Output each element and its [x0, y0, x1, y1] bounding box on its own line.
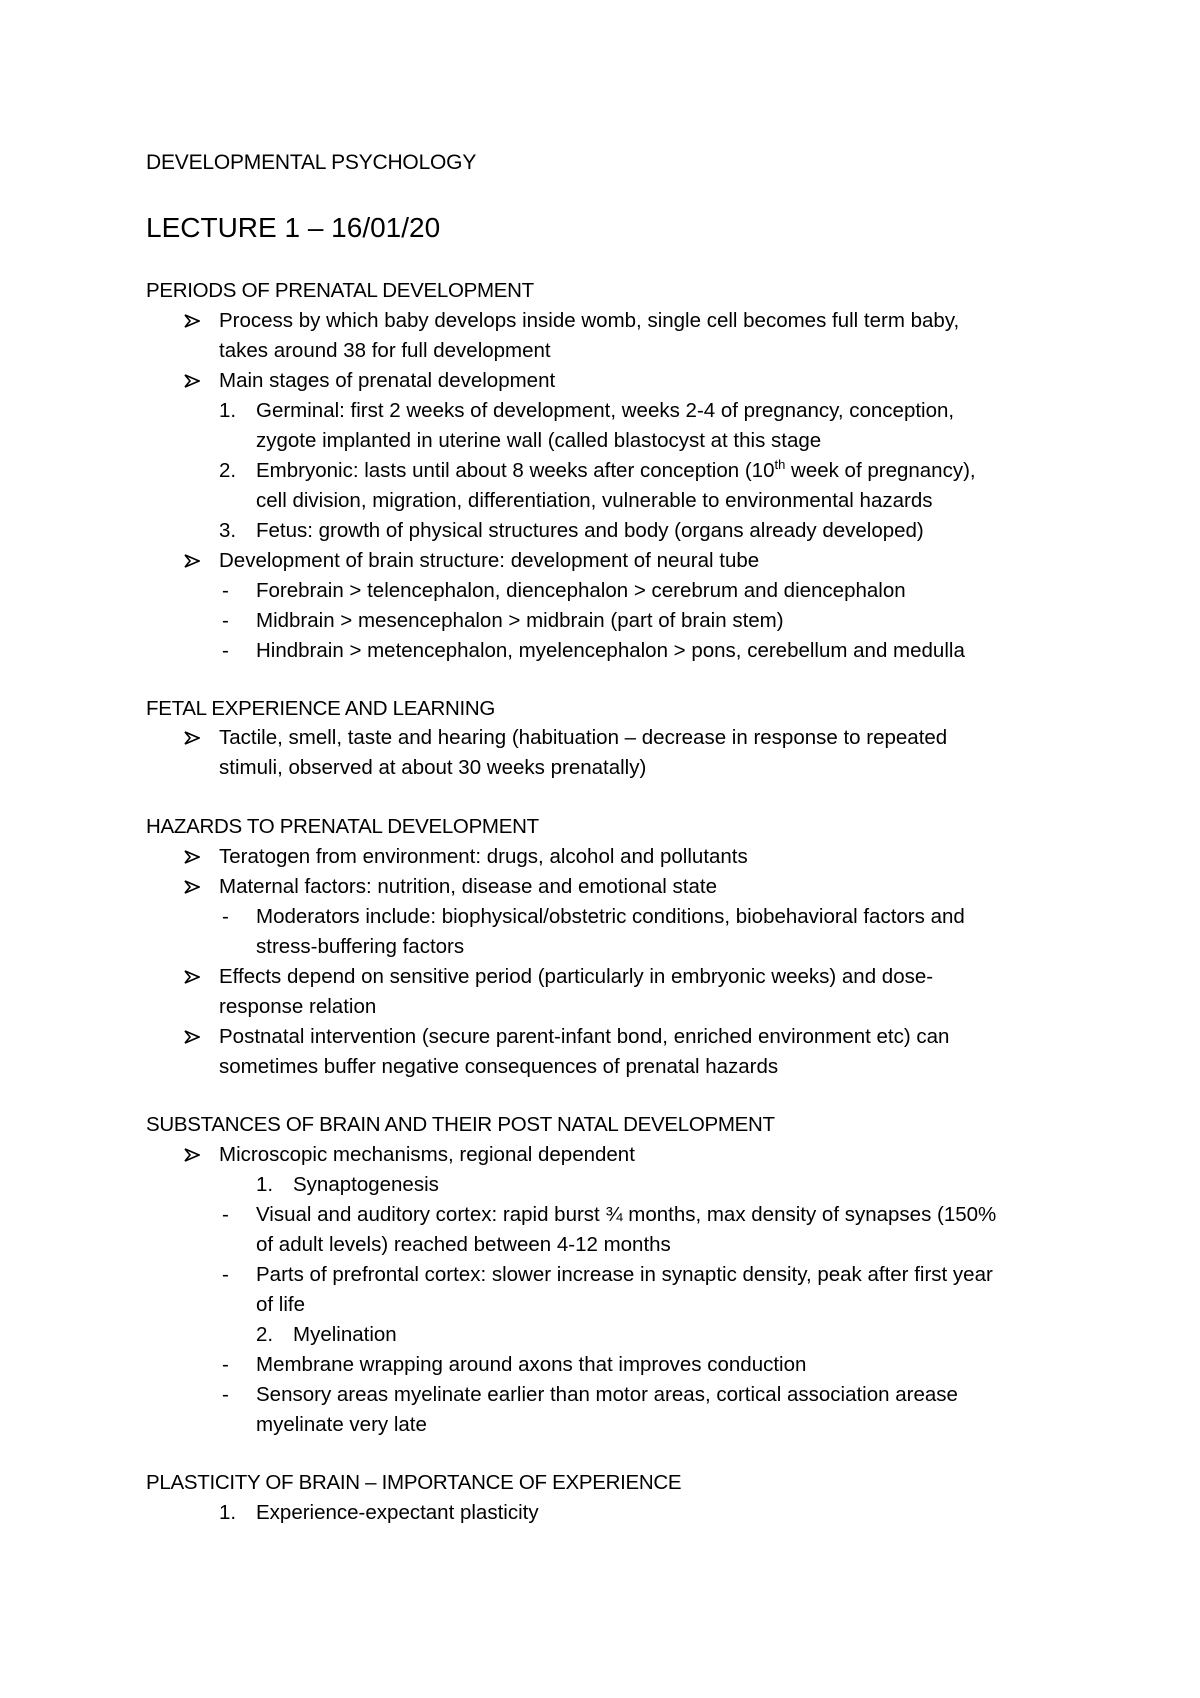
substances-sensory-line-2: myelinate very late — [256, 1413, 427, 1436]
hazards-bullet-3-line-1: Effects depend on sensitive period (particularly in embryonic weeks) and dose- — [219, 965, 934, 988]
substances-prefrontal-line-1: Parts of prefrontal cortex: slower increase in synaptic density, peak after first year — [256, 1263, 993, 1286]
hazards-bullet-4-line-2: sometimes buffer negative consequences of prenatal hazards — [219, 1055, 779, 1078]
list-number: 1. — [219, 1501, 237, 1524]
fetal-bullet-1-line-2: stimuli, observed at about 30 weeks prenatally) — [219, 756, 647, 779]
prenatal-bullet-1-line-2: takes around 38 for full development — [219, 339, 551, 362]
section-heading-hazards: HAZARDS TO PRENATAL DEVELOPMENT — [146, 815, 539, 838]
arrowhead-bullet-icon — [184, 962, 202, 992]
hazards-bullet-2: Maternal factors: nutrition, disease and emotional state — [219, 875, 717, 898]
dash-marker: - — [222, 639, 229, 662]
plasticity-experience-expectant: Experience-expectant plasticity — [256, 1501, 539, 1524]
arrowhead-bullet-icon — [184, 1022, 202, 1052]
arrowhead-bullet-icon — [184, 546, 202, 576]
fetal-bullet-1-line-1: Tactile, smell, taste and hearing (habituation – decrease in response to repeated — [219, 726, 948, 749]
brain-structure-midbrain: Midbrain > mesencephalon > midbrain (part of brain stem) — [256, 609, 784, 632]
list-number: 3. — [219, 519, 237, 542]
dash-marker: - — [222, 579, 229, 602]
text-run: week of pregnancy), — [785, 459, 976, 482]
prenatal-bullet-1-line-1: Process by which baby develops inside womb, single cell becomes full term baby, — [219, 309, 960, 332]
prenatal-stage-1-line-2: zygote implanted in uterine wall (called blastocyst at this stage — [256, 429, 822, 452]
dash-marker: - — [222, 1263, 229, 1286]
section-heading-fetal: FETAL EXPERIENCE AND LEARNING — [146, 697, 495, 720]
course-title: DEVELOPMENTAL PSYCHOLOGY — [146, 151, 477, 174]
arrowhead-bullet-icon — [184, 1140, 202, 1170]
hazards-moderators-line-1: Moderators include: biophysical/obstetric conditions, biobehavioral factors and — [256, 905, 965, 928]
list-number: 1. — [256, 1173, 274, 1196]
hazards-moderators-line-2: stress-buffering factors — [256, 935, 465, 958]
hazards-bullet-4-line-1: Postnatal intervention (secure parent-infant bond, enriched environment etc) can — [219, 1025, 950, 1048]
brain-structure-forebrain: Forebrain > telencephalon, diencephalon > cerebrum and diencephalon — [256, 579, 906, 602]
section-heading-substances: SUBSTANCES OF BRAIN AND THEIR POST NATAL DEVELOPMENT — [146, 1113, 775, 1136]
brain-structure-hindbrain: Hindbrain > metencephalon, myelencephalon > pons, cerebellum and medulla — [256, 639, 965, 662]
prenatal-stage-2-line-1 — [256, 456, 976, 486]
arrowhead-bullet-icon — [184, 842, 202, 872]
hazards-bullet-3-line-2: response relation — [219, 995, 377, 1018]
list-number: 2. — [219, 459, 237, 482]
substances-bullet-1: Microscopic mechanisms, regional dependent — [219, 1143, 635, 1166]
substances-membrane: Membrane wrapping around axons that improves conduction — [256, 1353, 807, 1376]
prenatal-stage-1-line-1: Germinal: first 2 weeks of development, weeks 2-4 of pregnancy, conception, — [256, 399, 955, 422]
substances-prefrontal-line-2: of life — [256, 1293, 305, 1316]
text-run: Embryonic: lasts until about 8 weeks after conception (10 — [256, 459, 775, 482]
prenatal-stage-3: Fetus: growth of physical structures and body (organs already developed) — [256, 519, 924, 542]
section-heading-prenatal: PERIODS OF PRENATAL DEVELOPMENT — [146, 279, 534, 302]
dash-marker: - — [222, 609, 229, 632]
substances-sensory-line-1: Sensory areas myelinate earlier than motor areas, cortical association arease — [256, 1383, 958, 1406]
list-number: 1. — [219, 399, 237, 422]
substances-synaptogenesis: Synaptogenesis — [293, 1173, 439, 1196]
arrowhead-bullet-icon — [184, 872, 202, 902]
substances-visual-line-2: of adult levels) reached between 4-12 months — [256, 1233, 671, 1256]
prenatal-stage-2-line-2: cell division, migration, differentiation, vulnerable to environmental hazards — [256, 489, 933, 512]
prenatal-bullet-3: Development of brain structure: development of neural tube — [219, 549, 760, 572]
dash-marker: - — [222, 1383, 229, 1406]
arrowhead-bullet-icon — [184, 366, 202, 396]
superscript: th — [774, 457, 786, 472]
substances-myelination: Myelination — [293, 1323, 397, 1346]
arrowhead-bullet-icon — [184, 306, 202, 336]
hazards-bullet-1: Teratogen from environment: drugs, alcohol and pollutants — [219, 845, 748, 868]
list-number: 2. — [256, 1323, 274, 1346]
arrowhead-bullet-icon — [184, 723, 202, 753]
dash-marker: - — [222, 905, 229, 928]
section-heading-plasticity: PLASTICITY OF BRAIN – IMPORTANCE OF EXPERIENCE — [146, 1471, 682, 1494]
substances-visual-line-1: Visual and auditory cortex: rapid burst ¾ months, max density of synapses (150% — [256, 1203, 997, 1226]
prenatal-bullet-2: Main stages of prenatal development — [219, 369, 556, 392]
lecture-title: LECTURE 1 – 16/01/20 — [146, 212, 441, 243]
dash-marker: - — [222, 1353, 229, 1376]
dash-marker: - — [222, 1203, 229, 1226]
